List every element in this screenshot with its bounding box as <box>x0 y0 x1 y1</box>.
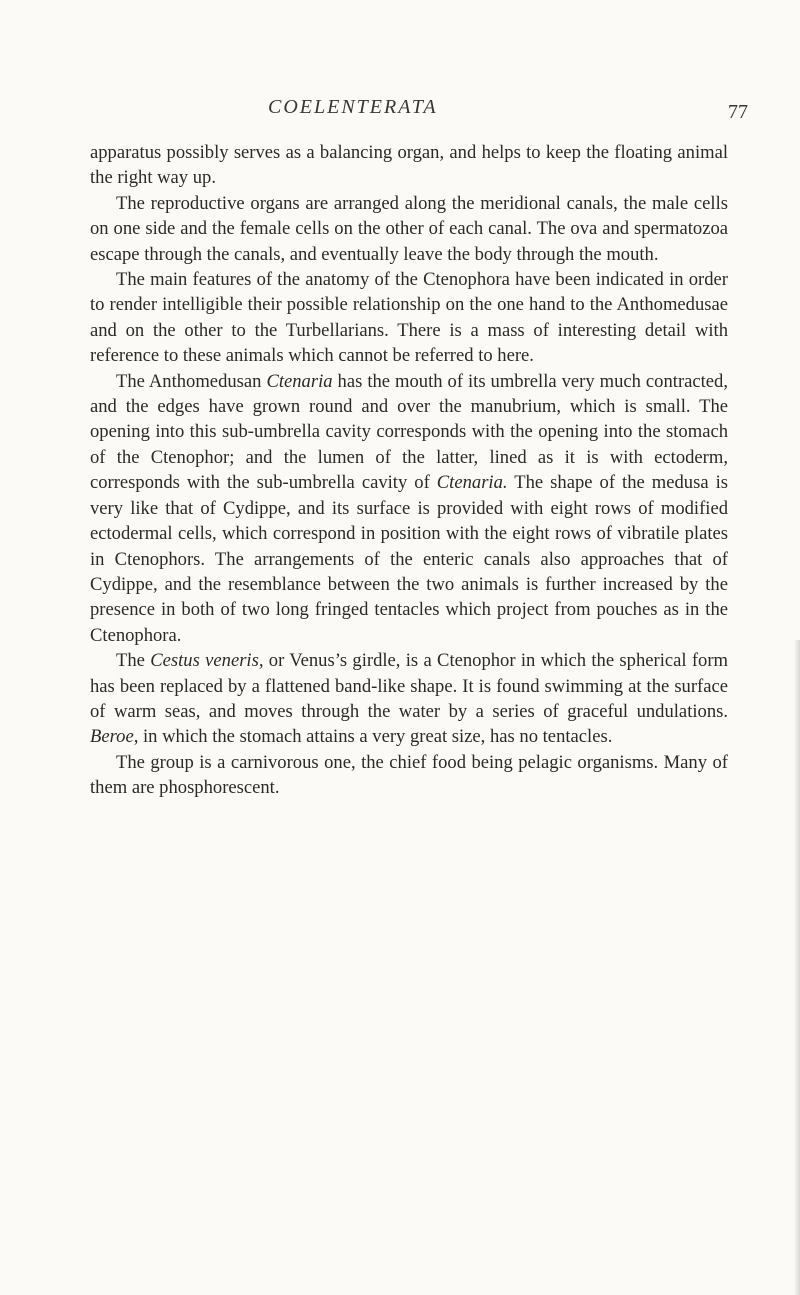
text-run: has the mouth of its umbrella very much contracted, and the edges have grown round and over the manubrium, which is small. The opening into this sub-umbrella cavity corresponds with the opening into the stomach of the Ctenophor; and the lumen of the latter, lined as it is with ectoderm, corresponds with the sub-umbrella cavity of <box>90 370 729 494</box>
paragraph: The reproductive organs are arranged along the meridional canals, the male cells on one side and the female cells on the other of each canal. The ova and spermatozoa escape through the canals, and eventually leave the body through the mouth. <box>90 192 728 265</box>
paragraph: apparatus possibly serves as a balancing organ, and helps to keep the floating animal the right way up. <box>90 142 728 189</box>
text-run: The shape of the medusa is very like that of Cydippe, and its surface is provided with eight rows of modified ectodermal cells, which correspond in position with the eight rows of vibratile plates in Ctenophors. The arrangements of the enteric canals also approaches that of Cydippe, and the resemblance between the two animals is further increased by the presence in both of two long fringed tentacles which project from pouches as in the Ctenophora. <box>90 472 728 646</box>
body-text <box>90 140 728 801</box>
text-run: or Venus’s girdle, is a Ctenophor in which the spherical form has been replaced by a flattened band-like shape. It is found swimming at the surface of warm seas, and moves through the water by a series of graceful undulations. <box>90 650 728 722</box>
text-run: The Anthomedusan <box>116 370 267 392</box>
genus-name: Ctenaria. <box>436 472 508 494</box>
paragraph <box>90 369 728 648</box>
page-edge-shadow <box>794 640 800 1295</box>
genus-name: Ctenaria <box>266 370 333 392</box>
paragraph: The main features of the anatomy of the Ctenophora have been indicated in order to render intelligible their possible relationship on the one hand to the Anthomedusae and on the other to the Turbellarians. There is a mass of interesting detail with reference to these animals which cannot be referred to here. <box>90 269 728 367</box>
paragraph: The group is a carnivorous one, the chief food being pelagic organisms. Many of them are phosphorescent. <box>90 751 728 799</box>
text-run: in which the stomach attains a very great size, has no tentacles. <box>138 726 613 748</box>
paragraph <box>90 648 728 750</box>
species-name: Cestus veneris, <box>150 650 264 672</box>
text-run: The <box>116 650 151 672</box>
genus-name: Beroe, <box>90 726 139 748</box>
running-title: COELENTERATA <box>268 96 438 118</box>
page-number: 77 <box>728 101 748 123</box>
